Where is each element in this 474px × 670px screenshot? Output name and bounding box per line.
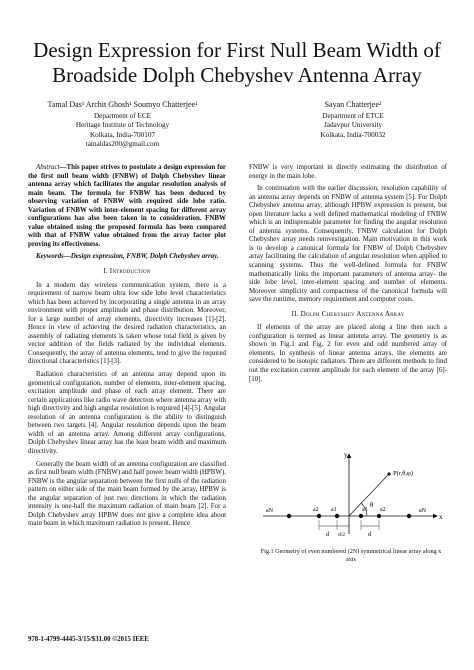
- section-heading-1: [28, 267, 226, 276]
- right-column: [249, 163, 447, 387]
- title-line-1: Design Expression for First Null Beam Width of: [33, 38, 441, 62]
- institute-left: Heritage Institute of Technology: [75, 121, 170, 130]
- abstract: [28, 163, 226, 248]
- paper-title: [20, 38, 454, 88]
- dim-d-right: d: [368, 531, 372, 538]
- authors-left: Tamal Das¹ Archit Ghosh¹ Soumyo Chatterjee¹: [47, 100, 198, 109]
- label-a1-right: a1: [362, 507, 368, 513]
- institute-right: Jadavpur University: [323, 121, 383, 130]
- observation-point: [387, 472, 390, 475]
- element-a2-right: [377, 514, 381, 518]
- theta-label: θ: [370, 501, 374, 509]
- department-right: Department of ETCE: [322, 111, 384, 120]
- paragraph-right-1: FNBW is very important in directly estimating the distribution of energy in the main lobe.: [249, 163, 447, 180]
- element-a2-left: [317, 514, 321, 518]
- point-label: P(r,θ,φ): [393, 470, 413, 477]
- label-a2-right: a2: [380, 507, 386, 513]
- paragraph-right-3: If elements of the array are placed along a line then such a configuration is termed as linear antenna array. The geometry is as shown in Fig.1 and Fig. 2 for even and odd numbered array of elements. In synthesis of linear antenna arrays, the elements are considered to be isotopic radiators. There are different methods to find out the excitation current amplitude for each element of the array [6]-[10].: [249, 323, 447, 383]
- array-geometry-figure: [249, 448, 449, 540]
- figure-caption: Fig.1 Geometry of even numbered (2N) symmetrical linear array along x axis: [260, 548, 442, 563]
- label-aN-left: aN: [266, 508, 273, 514]
- city-left: Kolkata, India-700107: [89, 130, 156, 139]
- section-number-2: II.: [291, 309, 299, 318]
- keywords-text: —Design expression, FNBW, Dolph Chebyshev array.: [63, 252, 219, 261]
- element-a1-left: [335, 514, 339, 518]
- element-a1-right: [359, 514, 363, 518]
- authors-right: Sayan Chatterjee²: [324, 100, 382, 109]
- city-right: Kolkata, India-700032: [320, 130, 386, 139]
- title-line-2: Broadside Dolph Chebyshev Antenna Array: [52, 63, 422, 87]
- section-title-1: Introduction: [109, 267, 151, 276]
- section-number-1: I.: [103, 267, 108, 276]
- paragraph-intro-1: In a modern day wireless communication system, there is a requirement of narrow beam ultra low side lobe level characteristics which has been achieved by incorporating a single antenna in an array environment with proper amplitude and phase distribution. Moreover, for a large number of array elements, directivity increases [1]-[2]. Hence in view of achieving the desired radiation characteristics, an assembly of radiating elements is taken whose total field is given by vector addition of the fields radiated by the individual elements. Consequently, the array of antenna elements, tend to give the required directional characteristics [1]-[3].: [28, 280, 226, 366]
- label-a1-left: a1: [331, 507, 337, 513]
- abstract-text: —This paper strives to postulate a design expression for the first null beam width (FNBW) of Dolph Chebyshev linear antenna array which facilitates the angular resolution analysis of main beam. The formula for FNBW has been deduced by observing variation of FNBW with required side lobe ratio. Variation of FNBW with inter-element spacing for different array configurations has also been taken in to consideration. FNBW value obtained using the proposed formula has been compared with that of FNBW value obtained from the array factor plot proving its effectiveness.: [28, 163, 226, 248]
- section-title-2: Dolph Chebyshev Antenna Array: [300, 309, 405, 318]
- department-left: Department of ECE: [93, 111, 152, 120]
- affiliation-left: [20, 100, 225, 150]
- keywords: [28, 252, 226, 261]
- paragraph-right-2: In continuation with the earlier discussion, resolution capability of an antenna array depends on FNBW of antenna system [5]. For Dolph Chebyshev antenna array, although HPBW expression is present, but open literature lacks a well defined mathematical modeling of FNBW which is an indispensable parameter for finding the angular resolution of antenna systems. Consequently, FNBW calculation for Dolph Chebyshev array needs reinvestigation. Main motivation in this work is to develop a canonical formula for FNBW of Dolph Chebyshev array facilitating the calculation of angular resolution when applied to scanning systems. Thus the well-defined formula for FNBW mathematically links the important parameters of antenna array- the side lobe level, inter-element spacing and number of elements. Moreover simplicity and compactness of the canonical formula will save the runtime, memory requirement and computer costs.: [249, 184, 447, 304]
- abstract-label: Abstract: [36, 163, 60, 171]
- left-column: [28, 163, 226, 532]
- label-a2-left: a2: [313, 507, 319, 513]
- element-aN-left: [287, 514, 291, 518]
- section-heading-2: [249, 310, 447, 319]
- copyright-footer: 978-1-4799-4445-3/15/$31.00 ©2015 IEEE: [28, 636, 149, 643]
- email-left: tamaldas200@gmail.com: [85, 140, 160, 149]
- keywords-label: Keywords: [36, 252, 64, 261]
- paragraph-intro-3: Generally the beam width of an antenna configuration are classified as first null beam width (FNBW) and half power beam width (HPBW). FNBW is the angular separation between the first nulls of the radiation pattern on either side of the main beam formed by the array, HPBW is the angular separation of just two directions in which the radiation intensity is one-half the maximum radiation of main beam [2]. For a Dolph Chebyshev array HPBW does not give a complete idea about main beam in which maximum radiation is present. Hence: [28, 459, 226, 528]
- paragraph-intro-2: Radiation characteristics of an antenna array depend upon its geometrical configuration, number of elements, inter-element spacing, excitation amplitude and phase of each array element. There are certain applications like radio wave detection where antenna array with high directivity and high angular resolution is required [4]-[5]. Angular resolution of an antenna configuration is the ability to distinguish between two targets [4]. Angular resolution depends upon the beam width of an antenna array. Among different array configurations, Dolph Chebyshev linear array has the least beam width and maximum directivity.: [28, 370, 226, 455]
- affiliation-right: [258, 100, 448, 140]
- dim-d-left: d: [326, 531, 330, 538]
- y-axis-label: y: [344, 451, 348, 459]
- dim-d-half: d/2: [338, 532, 346, 538]
- element-aN-right: [407, 514, 411, 518]
- label-aN-right: aN: [419, 508, 426, 514]
- x-axis-label: x: [439, 513, 443, 521]
